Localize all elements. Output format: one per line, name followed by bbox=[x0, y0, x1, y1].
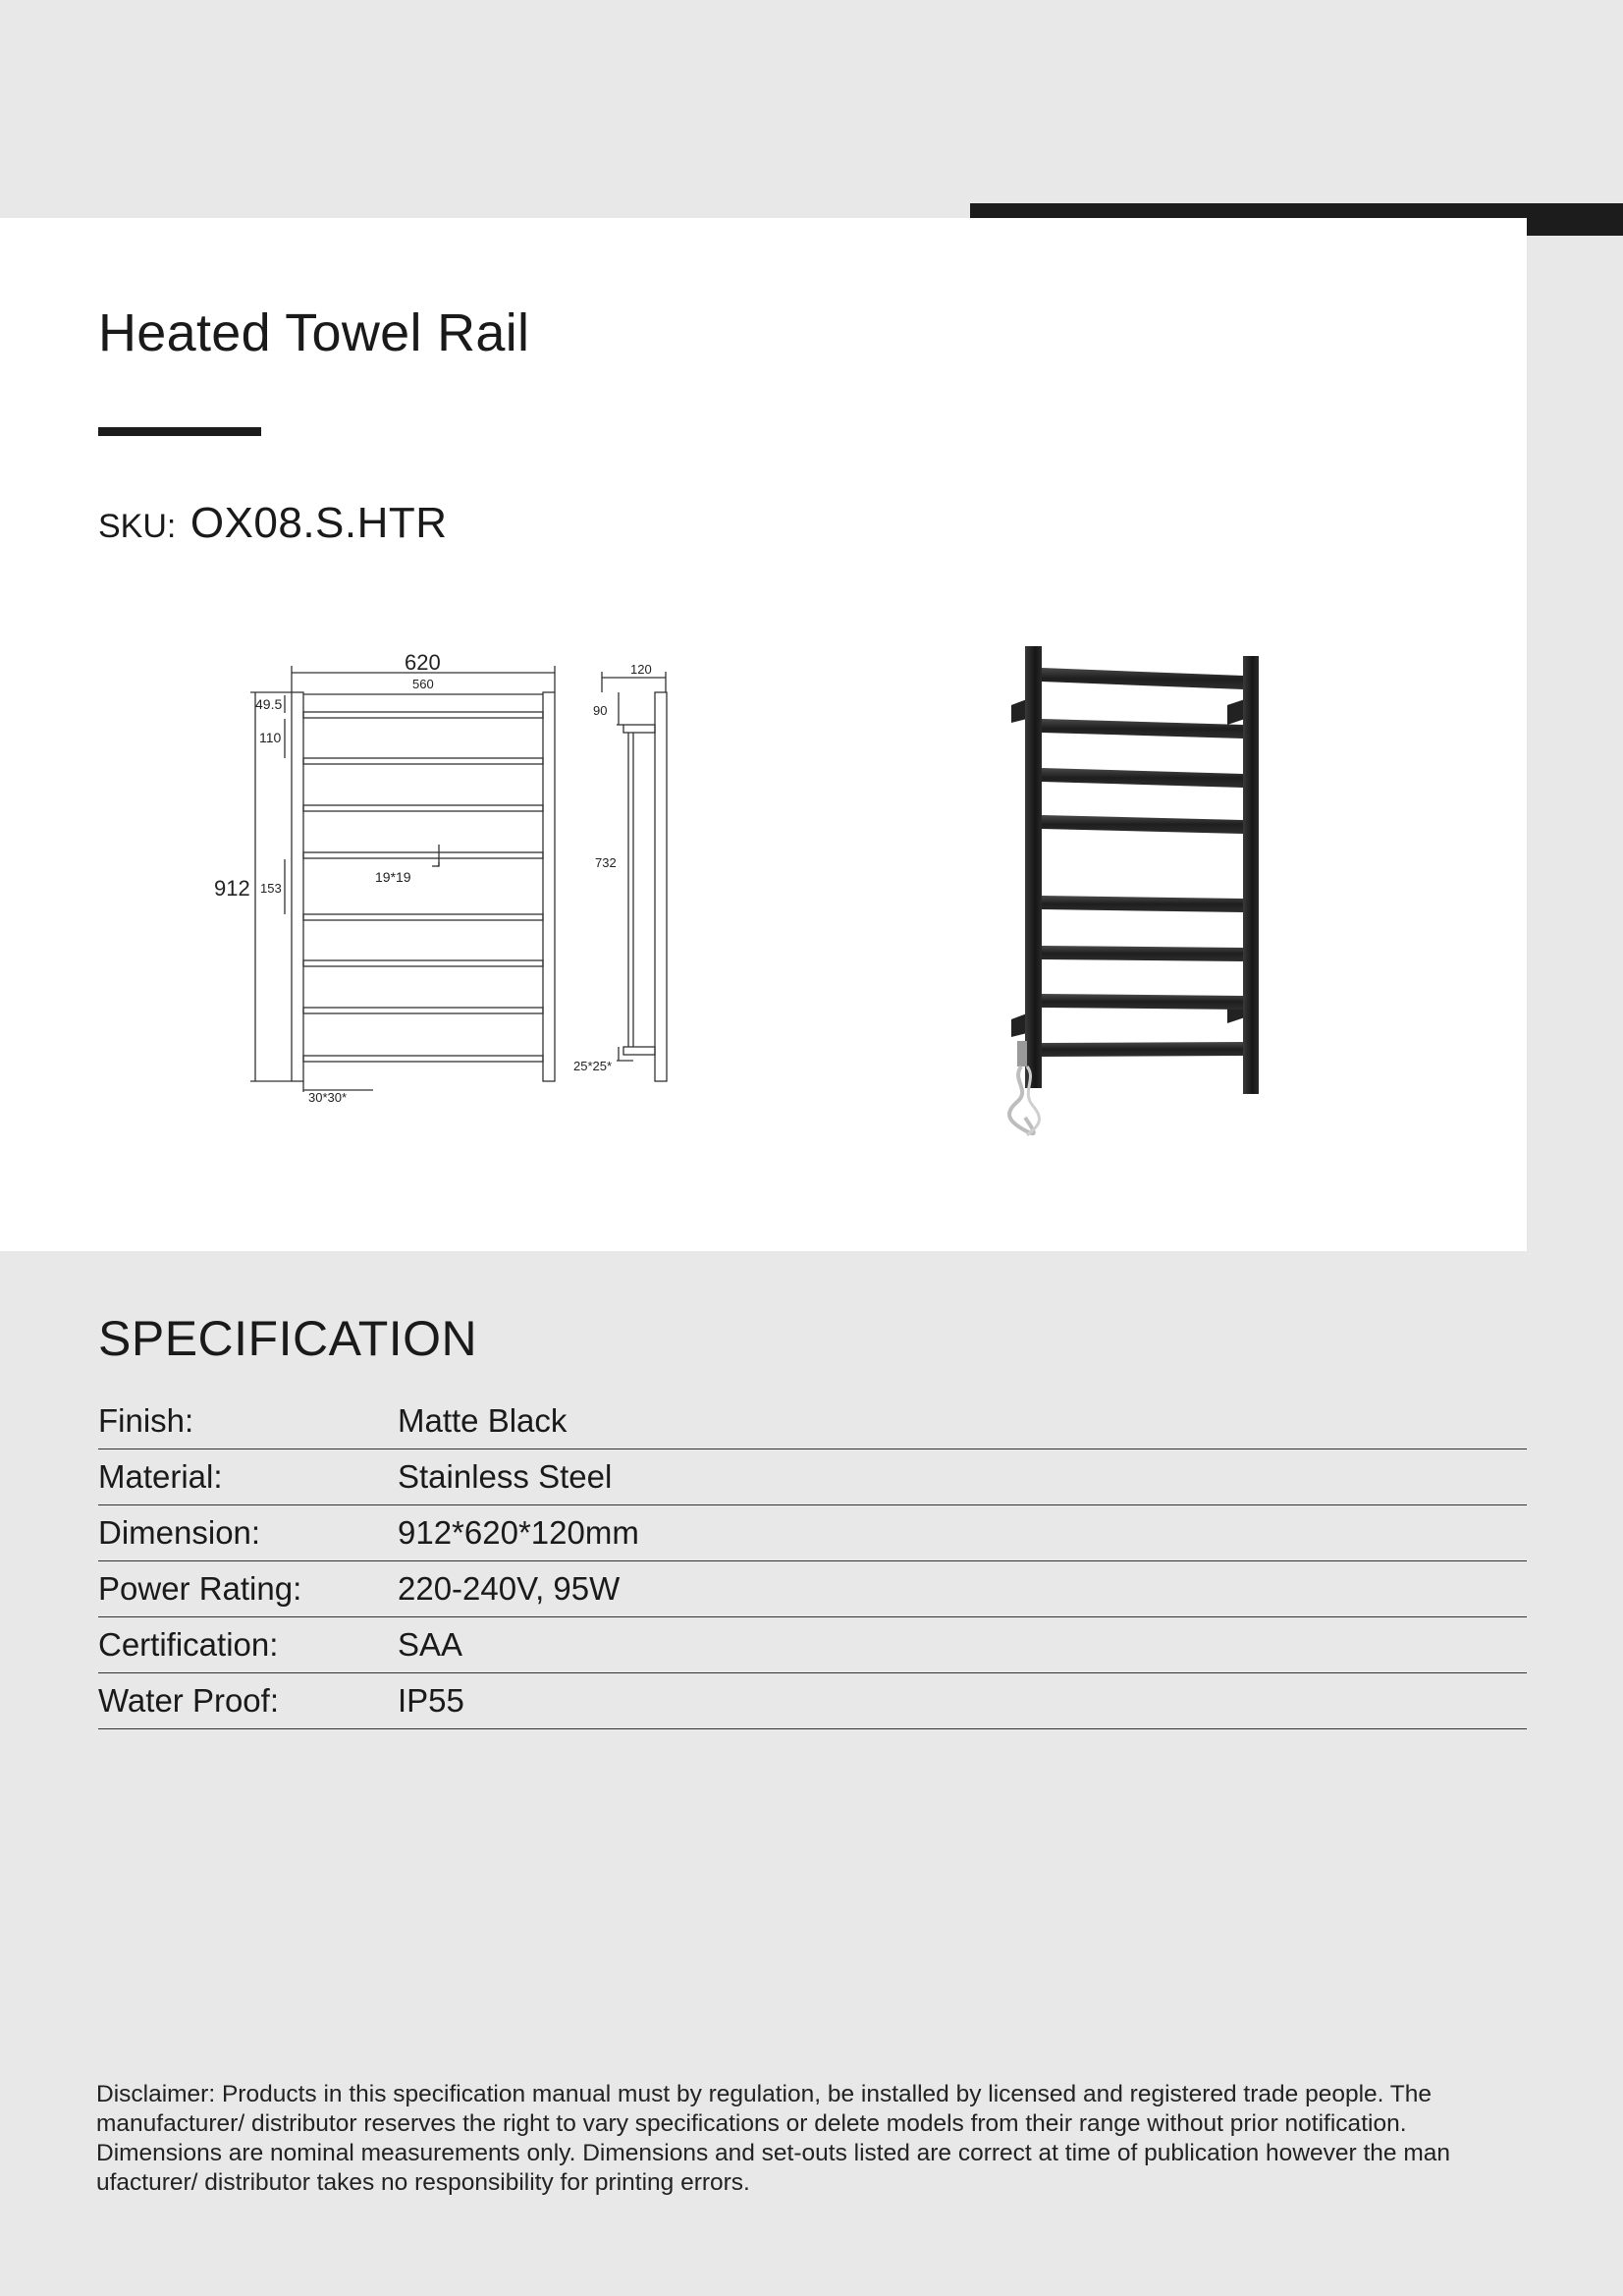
page-title: Heated Towel Rail bbox=[98, 303, 530, 362]
spec-row-material bbox=[98, 1450, 1527, 1505]
title-underline bbox=[98, 427, 261, 436]
spec-label: Power Rating: bbox=[98, 1570, 302, 1607]
dimension-drawing bbox=[196, 638, 687, 1110]
specification-heading: SPECIFICATION bbox=[98, 1311, 478, 1366]
right-margin-strip bbox=[1527, 236, 1623, 1251]
spec-value: Stainless Steel bbox=[398, 1458, 613, 1495]
spec-value: Matte Black bbox=[398, 1402, 568, 1439]
label-bar-section: 19*19 bbox=[375, 869, 411, 885]
spec-value: SAA bbox=[398, 1626, 463, 1663]
label-bar-spacing: 153 bbox=[260, 881, 282, 896]
spec-row-certification bbox=[98, 1618, 1527, 1673]
spec-label: Finish: bbox=[98, 1402, 194, 1439]
disclaimer-line: Dimensions are nominal measurements only. Dimensions and set-outs listed are correct at time of publication however the man bbox=[96, 2140, 1450, 2166]
label-first-gap: 110 bbox=[259, 730, 282, 745]
spec-value: 912*620*120mm bbox=[398, 1514, 639, 1551]
label-total-width: 620 bbox=[405, 650, 441, 675]
disclaimer-line: Disclaimer: Products in this specification manual must by regulation, be installed by licensed and registered trade people. The bbox=[96, 2081, 1433, 2107]
spec-value: IP55 bbox=[398, 1682, 464, 1719]
label-side-offset: 90 bbox=[593, 703, 608, 718]
spec-row-water-proof bbox=[98, 1674, 1527, 1729]
label-side-height: 732 bbox=[595, 855, 617, 870]
label-top-offset: 49.5 bbox=[255, 696, 283, 712]
label-height: 912 bbox=[214, 876, 250, 901]
sku-line bbox=[98, 499, 448, 548]
spec-row-dimension bbox=[98, 1506, 1527, 1561]
label-depth: 120 bbox=[630, 662, 652, 677]
disclaimer-line: manufacturer/ distributor reserves the right to vary specifications or delete models from their range without prior notification. bbox=[96, 2110, 1407, 2137]
spec-row-finish bbox=[98, 1394, 1527, 1449]
spec-label: Material: bbox=[98, 1458, 223, 1495]
spec-label: Dimension: bbox=[98, 1514, 261, 1551]
spec-value: 220-240V, 95W bbox=[398, 1570, 621, 1607]
spec-label: Certification: bbox=[98, 1626, 279, 1663]
product-photo bbox=[982, 638, 1296, 1139]
disclaimer-line: ufacturer/ distributor takes no responsibility for printing errors. bbox=[96, 2169, 750, 2196]
label-post-section: 30*30* bbox=[308, 1090, 348, 1105]
label-inner-width: 560 bbox=[412, 677, 434, 691]
sku-value: OX08.S.HTR bbox=[189, 499, 448, 547]
top-band bbox=[0, 0, 1623, 218]
specification-table bbox=[98, 1394, 1527, 1729]
label-side-section: 25*25* bbox=[573, 1059, 613, 1073]
spec-row-power-rating bbox=[98, 1562, 1527, 1617]
disclaimer bbox=[96, 2080, 1530, 2198]
spec-label: Water Proof: bbox=[98, 1682, 279, 1719]
sku-label: SKU: bbox=[98, 508, 177, 545]
